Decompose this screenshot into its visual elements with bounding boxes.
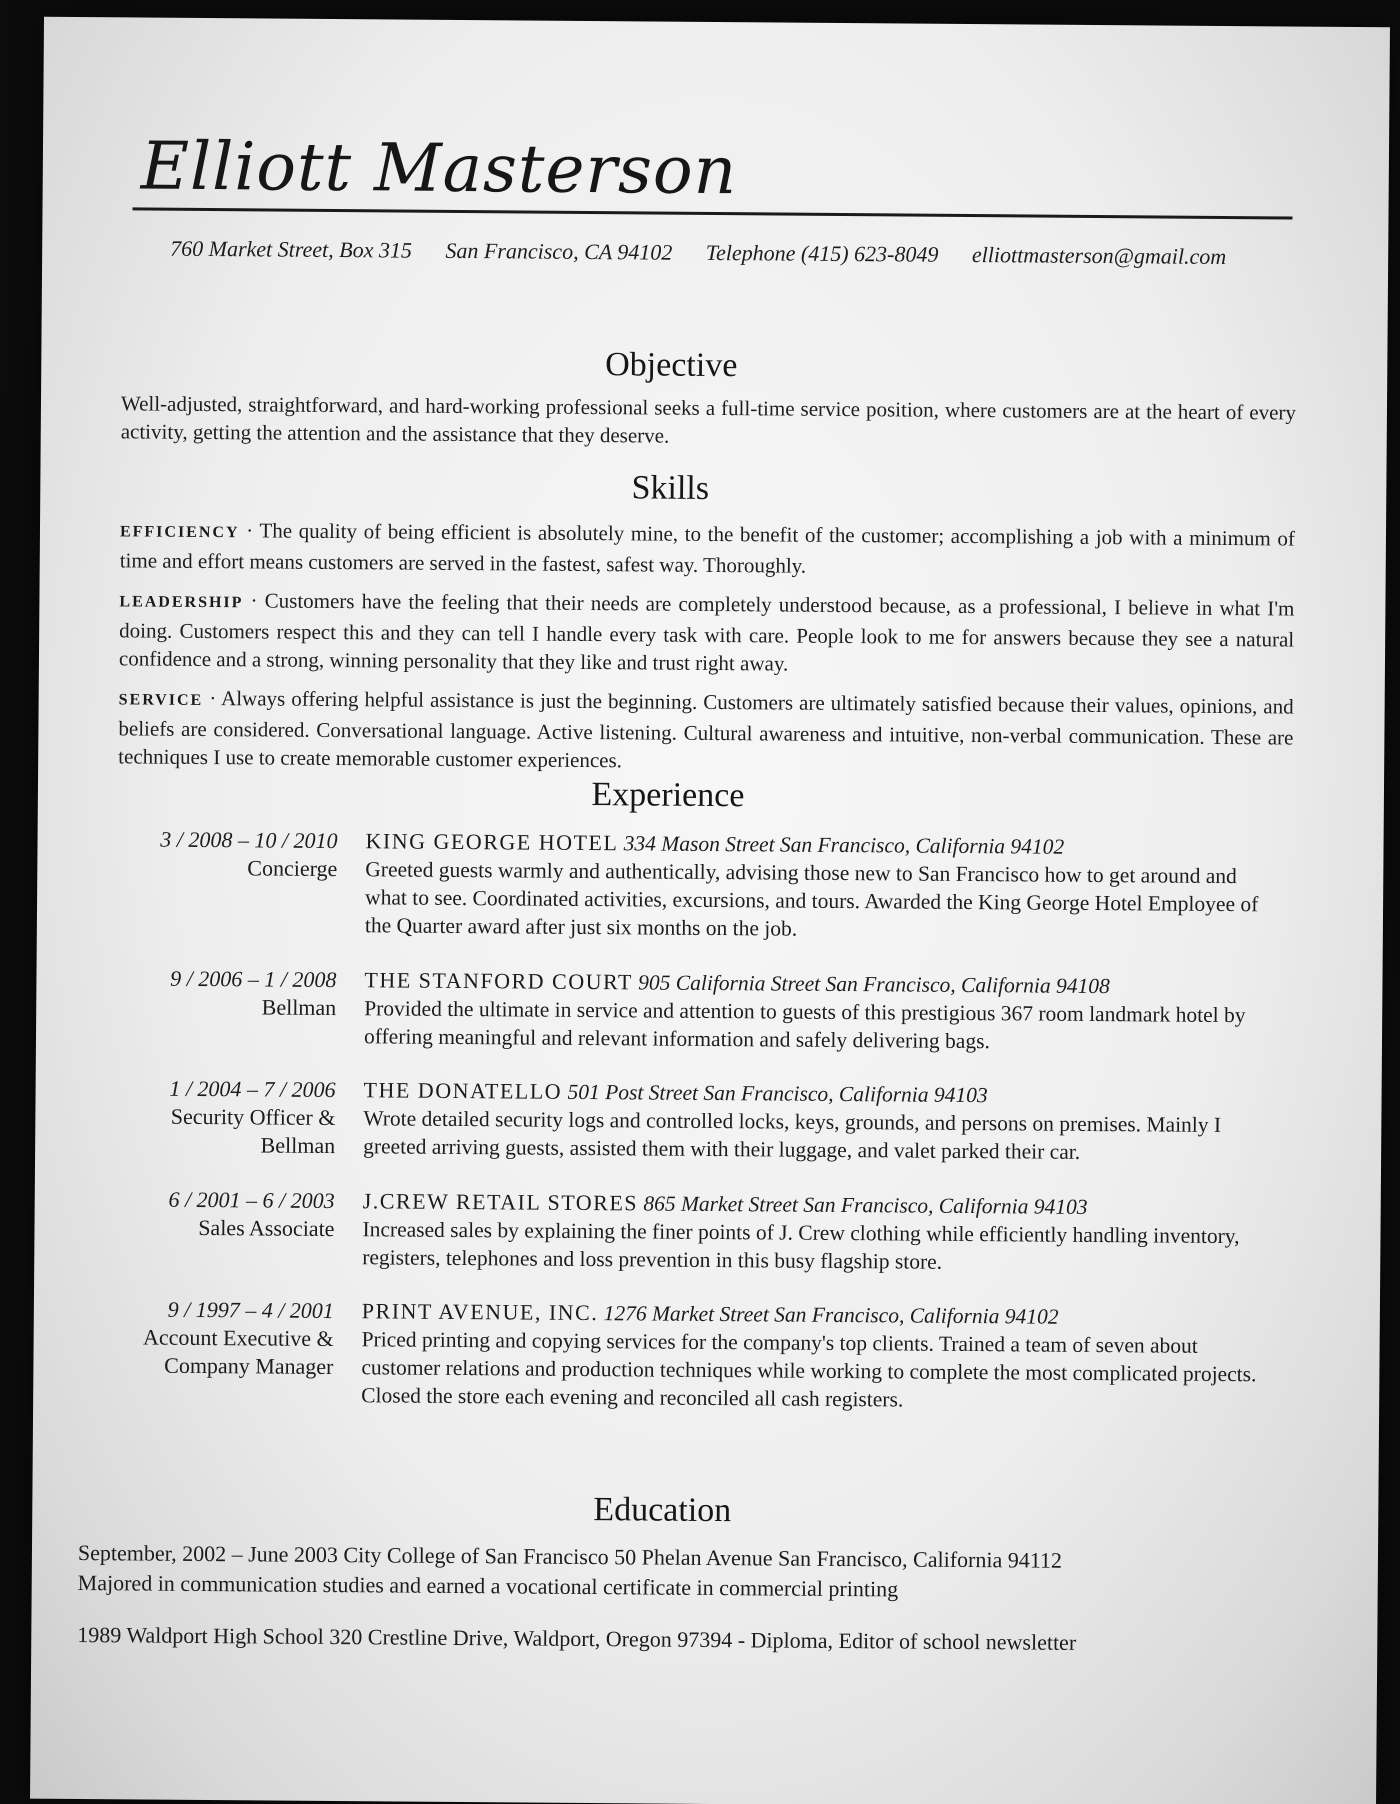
job-description: Provided the ultimate in service and attention to guests of this prestigious 367 room landmark hotel by offering meaningful and relevant information and safely delivering bags. bbox=[363, 996, 1246, 1054]
skill-label: LEADERSHIP bbox=[119, 593, 244, 612]
skill-text: The quality of being efficient is absolutely mine, to the benefit of the customer; accomplishing a job with a minimum of time and effort means customers are served in the fastest, safest way. Thoroughly. bbox=[119, 518, 1296, 578]
job-employer: J.CREW RETAIL STORES bbox=[362, 1188, 639, 1216]
skill-item: SERVICE · Always offering helpful assistance is just the beginning. Customers are ultimately satisfied because their values, opinions, and beliefs are considered. Conversational language. Active listening. Cultural awareness and intuitive, non-verbal communication. These are techniques I use to create memorable customer experiences. bbox=[118, 685, 1294, 773]
skill-text: Always offering helpful assistance is just the beginning. Customers are ultimately satisfied because their values, opinions, and beliefs are considered. Conversational language. Active listening. Cultural awareness and intuitive, non-verbal communication. These are techniques I use to create memorable customer experiences. bbox=[118, 686, 1294, 773]
objective-text: Well-adjusted, straightforward, and hard-working professional seeks a full-time service position, where customers are at the heart of every activity, getting the attention and the assistance that they deserve. bbox=[120, 391, 1297, 448]
job-dates: 1 / 2004 – 7 / 2006 bbox=[169, 1075, 336, 1103]
job-address: 501 Post Street San Francisco, California 94103 bbox=[567, 1079, 988, 1108]
contact-address: 760 Market Street, Box 315 bbox=[170, 235, 413, 263]
job-employer: KING GEORGE HOTEL bbox=[365, 828, 619, 856]
contact-telephone: Telephone (415) 623-8049 bbox=[705, 239, 939, 267]
experience-entry bbox=[95, 1074, 1316, 1194]
job-position: Account Executive & Company Manager bbox=[142, 1324, 334, 1380]
job-address: 865 Market Street San Francisco, California 94103 bbox=[643, 1191, 1088, 1219]
contact-city: San Francisco, CA 94102 bbox=[445, 237, 673, 265]
education-entry-line: September, 2002 – June 2003 City College of San Francisco 50 Phelan Avenue San Francisco, California 94112 bbox=[77, 1540, 1063, 1573]
job-position: Security Officer & Bellman bbox=[170, 1103, 336, 1159]
header-rule bbox=[133, 207, 1293, 219]
education-entry-line: Majored in communication studies and earned a vocational certificate in commercial printing bbox=[77, 1570, 899, 1602]
skill-label: SERVICE bbox=[118, 691, 204, 709]
section-title-objective: Objective bbox=[605, 346, 738, 385]
job-description: Greeted guests warmly and authentically, advising those new to San Francisco how to get around and what to see. Coordinated activities, excursions, and tours. Awarded the King George Hotel Employee of the Quarter award after just six months on the job. bbox=[364, 857, 1259, 941]
education-entry-line: 1989 Waldport High School 320 Crestline Drive, Waldport, Oregon 97394 - Diploma, Editor of school newsletter bbox=[77, 1622, 1077, 1655]
job-dates: 9 / 1997 – 4 / 2001 bbox=[167, 1296, 334, 1324]
resume-name: Elliott Masterson bbox=[140, 127, 738, 210]
experience-entry bbox=[96, 964, 1317, 1084]
skill-text: Customers have the feeling that their needs are completely understood because, as a professional, I believe in what I'm doing. Customers respect this and they can tell I handle every task with care. People look to me for answers because they see a natural confidence and a strong, winning personality that they like and trust right away. bbox=[118, 588, 1295, 676]
section-title-education: Education bbox=[593, 1491, 732, 1530]
section-title-skills: Skills bbox=[631, 469, 710, 507]
skill-item: LEADERSHIP · Customers have the feeling that their needs are completely understood because, as a professional, I believe in what I'm doing. Customers respect this and they can tell I handle every task with care. People look to me for answers because they see a natural confidence and a strong, winning personality that they like and trust right away. bbox=[118, 588, 1295, 676]
job-description: Wrote detailed security logs and controlled locks, keys, grounds, and persons on premises. Mainly I greeted arriving guests, assisted them with their luggage, and valet parked their car. bbox=[363, 1106, 1222, 1164]
job-position: Sales Associate bbox=[198, 1214, 335, 1242]
job-description: Priced printing and copying services for the company's top clients. Trained a team of seven about customer relations and production techniques while working to complete the most complicated projects. Closed the store each evening and reconciled all cash registers. bbox=[361, 1327, 1257, 1412]
experience-entry bbox=[94, 1185, 1315, 1305]
section-title-experience: Experience bbox=[591, 776, 745, 815]
experience-entry bbox=[93, 1295, 1314, 1415]
resume-page bbox=[30, 17, 1390, 1804]
job-employer: THE STANFORD COURT bbox=[364, 967, 633, 995]
job-dates: 6 / 2001 – 6 / 2003 bbox=[168, 1186, 335, 1214]
contact-line bbox=[170, 236, 1290, 271]
job-dates: 9 / 2006 – 1 / 2008 bbox=[170, 965, 337, 993]
skill-label: EFFICIENCY bbox=[119, 523, 240, 542]
job-address: 1276 Market Street San Francisco, California 94102 bbox=[603, 1301, 1059, 1329]
job-address: 905 California Street San Francisco, California 94108 bbox=[638, 970, 1110, 999]
job-description: Increased sales by explaining the finer points of J. Crew clothing while efficiently handling inventory, registers, telephones and loss prevention in this busy flagship store. bbox=[362, 1217, 1240, 1274]
experience-entry bbox=[97, 825, 1318, 945]
skill-item: EFFICIENCY · The quality of being efficient is absolutely mine, to the benefit of the customer; accomplishing a job with a minimum of time and effort means customers are served in the fastest, safest way. Thoroughly. bbox=[119, 518, 1296, 578]
job-position: Concierge bbox=[247, 855, 338, 882]
job-address: 334 Mason Street San Francisco, California 94102 bbox=[623, 831, 1065, 859]
job-employer: PRINT AVENUE, INC. bbox=[361, 1298, 599, 1326]
job-dates: 3 / 2008 – 10 / 2010 bbox=[160, 826, 338, 854]
job-position: Bellman bbox=[261, 994, 337, 1021]
contact-email: elliottmasterson@gmail.com bbox=[971, 242, 1227, 270]
job-employer: THE DONATELLO bbox=[363, 1077, 563, 1104]
